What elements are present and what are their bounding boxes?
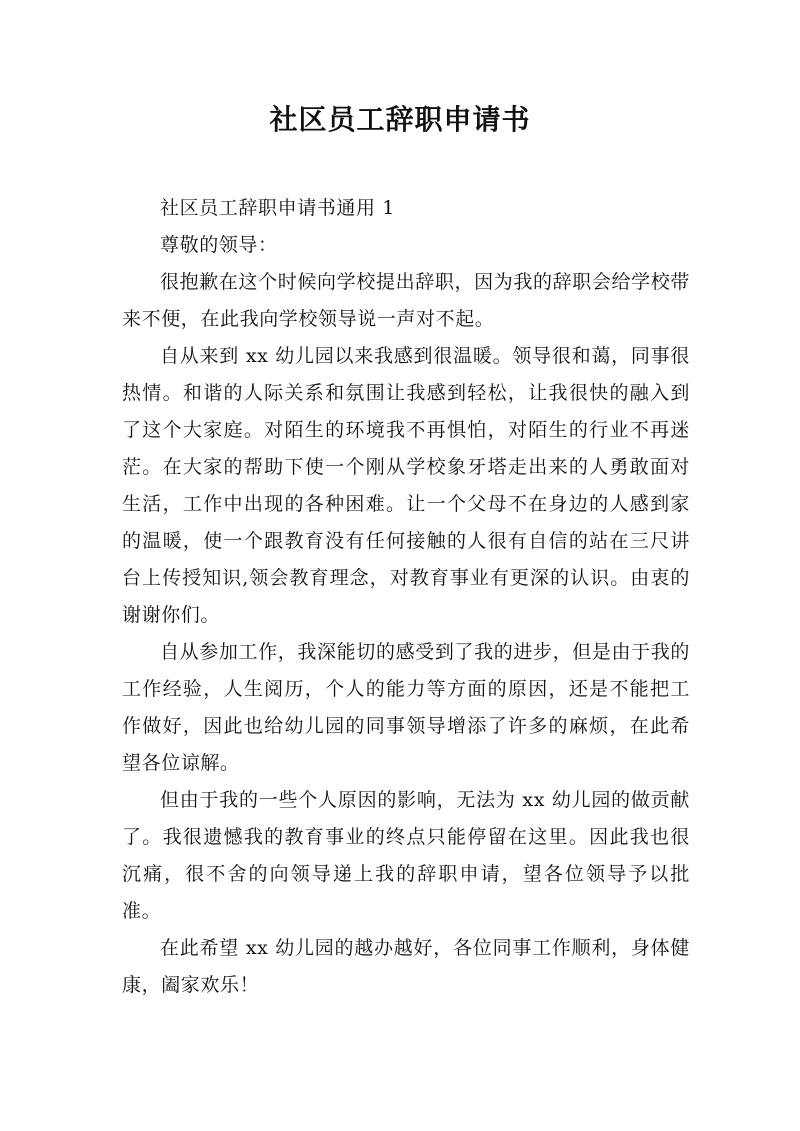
salutation-paragraph: 尊敬的领导： (160, 234, 278, 256)
subtitle-paragraph: 社区员工辞职申请书通用 1 (160, 197, 395, 219)
closing-paragraph: 在此希望 xx 幼儿园的越办越好，各位同事工作顺利，身体健康，阖家欢乐！ (122, 937, 690, 996)
body-paragraph: 很抱歉在这个时候向学校提出辞职，因为我的辞职会给学校带来不便，在此我向学校领导说一声对不起。 (122, 271, 690, 330)
document-body (122, 190, 690, 1004)
body-paragraph: 但由于我的一些个人原因的影响，无法为 xx 幼儿园的做贡献了。我很遗憾我的教育事业的终点只能停留在这里。因此我也很沉痛，很不舍的向领导递上我的辞职申请，望各位领导予以批准。 (122, 789, 690, 922)
body-paragraph: 自从参加工作，我深能切的感受到了我的进步，但是由于我的工作经验，人生阅历，个人的能力等方面的原因，还是不能把工作做好，因此也给幼儿园的同事领导增添了许多的麻烦，在此希望各位谅解。 (122, 641, 690, 774)
document-title: 社区员工辞职申请书 (269, 103, 531, 136)
body-paragraph: 自从来到 xx 幼儿园以来我感到很温暖。领导很和蔼，同事很热情。和谐的人际关系和氛围让我感到轻松，让我很快的融入到了这个大家庭。对陌生的环境我不再惧怕，对陌生的行业不再迷茫。在大家的帮助下使一个刚从学校象牙塔走出来的人勇敢面对生活，工作中出现的各种困难。让一个父母不在身边的人感到家的温暖，使一个跟教育没有任何接触的人很有自信的站在三尺讲台上传授知识,领会教育理念，对教育事业有更深的认识。由衷的谢谢你们。 (122, 345, 690, 626)
